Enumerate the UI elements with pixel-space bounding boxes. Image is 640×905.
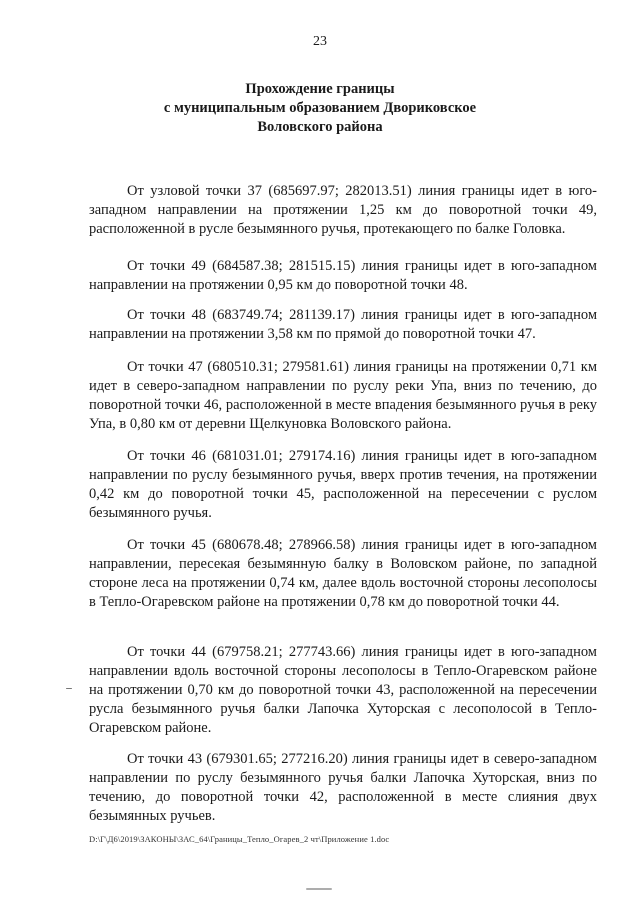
scan-artifact	[306, 888, 332, 890]
paragraph-point-48: От точки 48 (683749.74; 281139.17) линия границы идет в юго-западном направлении на протяжении 3,58 км по прямой до поворотной точки 47.	[89, 306, 597, 342]
paragraph-point-49: От точки 49 (684587.38; 281515.15) линия границы идет в юго-западном направлении на протяжении 0,95 км до поворотной точки 48.	[89, 257, 597, 293]
title-line-3: Воловского района	[257, 119, 383, 135]
title-line-2: с муниципальным образованием Двориковское	[163, 100, 477, 116]
paragraph-point-43: От точки 43 (679301.65; 277216.20) линия границы идет в северо-западном направлении по руслу безымянного ручья балки Лапочка Хуторская, вниз по течению, до поворотной точки 42, расположенной в месте слияния двух безымянных ручьев.	[89, 750, 597, 824]
paragraph-point-46: От точки 46 (681031.01; 279174.16) линия границы идет в юго-западном направлении по руслу безымянного ручья, вверх против течения, на протяжении 0,42 км до поворотной точки 45, расположенной на пересечении с руслом безымянного ручья.	[89, 447, 597, 521]
title-line-1: Прохождение границы	[245, 81, 395, 97]
paragraph-point-47: От точки 47 (680510.31; 279581.61) линия границы на протяжении 0,71 км идет в северо-западном направлении по руслу реки Упа, вниз по течению, до поворотной точки 46, расположенной в месте впадения безымянного ручья в реку Упа, в 0,80 км от деревни Щелкуновка Воловского района.	[89, 358, 597, 432]
paragraph-point-37: От узловой точки 37 (685697.97; 282013.51) линия границы идет в юго-западном направлении на протяжении 1,25 км до поворотной точки 49, расположенной в русле безымянного ручья, протекающего по балке Головка.	[89, 182, 597, 237]
document-title	[80, 80, 560, 137]
page-number: 23	[313, 34, 327, 49]
scan-artifact	[66, 688, 72, 689]
footer-file-path: D:\Г\Д6\2019\ЗАКОНЫ\ЗАС_64\Границы_Тепло_Огарев_2 чт\Приложение 1.doc	[89, 834, 390, 844]
paragraph-point-44: От точки 44 (679758.21; 277743.66) линия границы идет в юго-западном направлении вдоль восточной стороны лесополосы в Тепло-Огаревском районе на протяжении 0,70 км до поворотной точки 43, расположенной на пересечении русла безымянного ручья балки Лапочка Хуторская с лесополосой в Тепло-Огаревском районе.	[89, 643, 597, 736]
paragraph-point-45: От точки 45 (680678.48; 278966.58) линия границы идет в юго-западном направлении, пересекая безымянную балку в Воловском районе, по западной стороне леса на протяжении 0,74 км, далее вдоль восточной стороны лесополосы в Тепло-Огаревском районе на протяжении 0,78 км до поворотной точки 44.	[89, 536, 597, 610]
